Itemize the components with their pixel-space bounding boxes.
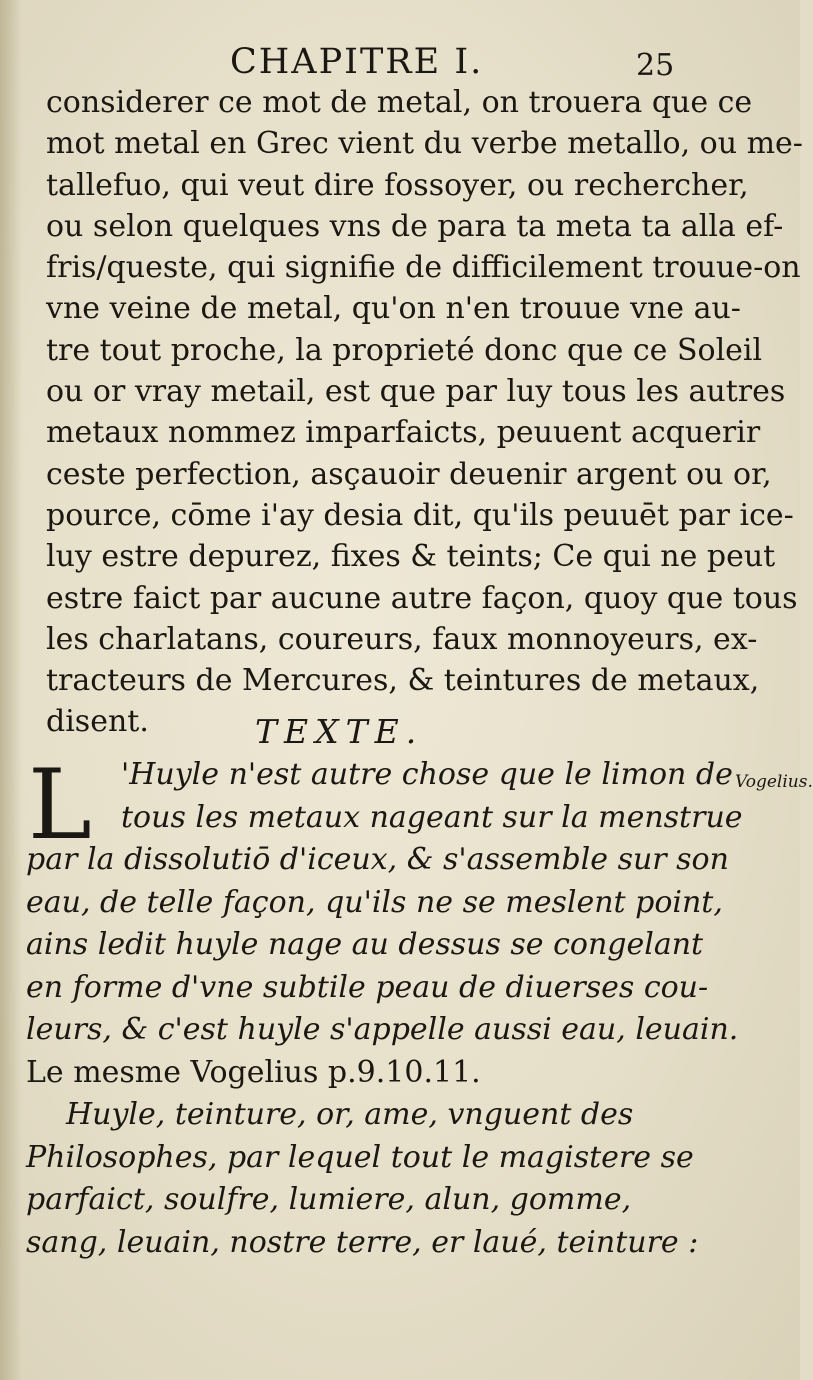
text-line: considerer ce mot de metal, on trouera que ce <box>46 85 753 120</box>
text-line: luy estre depurez, fixes & teints; Ce qui ne peut <box>46 539 776 575</box>
text-line: les charlatans, coureurs, faux monnoyeurs, ex- <box>46 621 758 657</box>
body-paragraph <box>46 82 803 743</box>
text-line: ou selon quelques vns de para ta meta ta alla ef- <box>46 208 784 244</box>
texte-line: eau, de telle façon, qu'ils ne se meslent point, <box>26 884 723 920</box>
section-heading: TEXTE. <box>255 712 424 751</box>
texte-line: par la dissolutiō d'iceux, & s'assemble sur son <box>26 842 729 877</box>
text-line: ou or vray metail, est que par luy tous les autres <box>46 374 786 410</box>
texte-line: ains ledit huyle nage au dessus se congelant <box>26 927 704 962</box>
texte-passage <box>26 749 743 1264</box>
text-line: fris/queste, qui signifie de difficilement trouue-on <box>46 250 801 286</box>
texte-line: Le mesme Vogelius p.9.10.11. <box>26 1054 481 1090</box>
text-line: metaux nommez imparfaicts, peuuent acquerir <box>46 415 761 451</box>
text-line: disent. <box>46 704 149 740</box>
margin-note: Vogelius. <box>735 772 813 792</box>
text-line: ceste perfection, asçauoir deuenir argent ou or, <box>46 456 772 492</box>
drop-cap: L <box>28 749 92 861</box>
texte-line: Philosophes, par lequel tout le magistere se <box>26 1139 694 1175</box>
texte-line: tous les metaux nageant sur la menstrue <box>121 799 743 835</box>
text-line: vne veine de metal, qu'on n'en trouue vne au- <box>46 291 741 327</box>
texte-line: 'Huyle n'est autre chose que le limon de <box>121 757 733 792</box>
text-line: tre tout proche, la proprieté donc que ce Soleil <box>46 332 763 368</box>
texte-line: Huyle, teinture, or, ame, vnguent des <box>66 1097 634 1132</box>
text-line: estre faict par aucune autre façon, quoy que tous <box>46 580 798 616</box>
texte-line: en forme d'vne subtile peau de diuerses cou- <box>26 969 709 1005</box>
page-number: 25 <box>636 48 675 83</box>
texte-line: parfaict, soulfre, lumiere, alun, gomme, <box>26 1182 632 1217</box>
text-line: tallefuo, qui veut dire fossoyer, ou rechercher, <box>46 167 749 203</box>
text-line: mot metal en Grec vient du verbe metallo, ou me- <box>46 126 803 162</box>
texte-line: sang, leuain, nostre terre, er laué, teinture : <box>26 1224 699 1260</box>
texte-line: leurs, & c'est huyle s'appelle aussi eau, leuain. <box>26 1012 739 1047</box>
text-line: tracteurs de Mercures, & teintures de metaux, <box>46 663 760 699</box>
text-line: pource, cōme i'ay desia dit, qu'ils peuuēt par ice- <box>46 497 794 533</box>
running-head: CHAPITRE I. <box>230 42 484 82</box>
